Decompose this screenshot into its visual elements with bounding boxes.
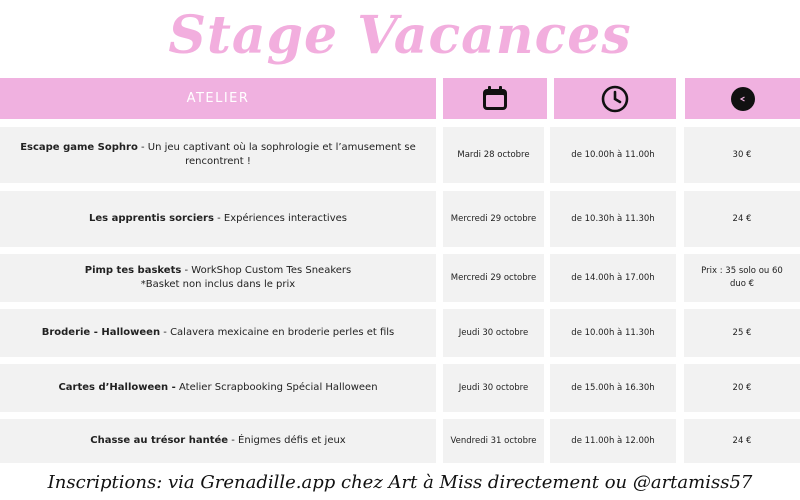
table-row-3-price: Prix : 35 solo ou 60 duo € (684, 254, 800, 302)
table-row-6-atelier (0, 419, 436, 463)
table-row-4-date: Jeudi 30 octobre (443, 309, 544, 357)
row-1-desc: Un jeu captivant où la sophrologie et l’amusement se rencontrent ! (147, 142, 416, 167)
clock-icon (601, 85, 629, 113)
row-3-sep: - (181, 265, 192, 276)
page-title: Stage Vacances (168, 5, 632, 66)
header-price (685, 78, 800, 119)
row-5-name: Cartes d’Halloween - (58, 382, 176, 393)
row-3-note: *Basket non inclus dans le prix (140, 279, 296, 290)
footer-inscriptions: Inscriptions: via Grenadille.app chez Art à Miss directement ou @artamiss57 (47, 472, 753, 493)
row-2-name: Les apprentis sorciers (89, 213, 214, 224)
table-row-2-time: de 10.30h à 11.30h (550, 191, 676, 247)
row-4-name: Broderie - Halloween (41, 327, 161, 338)
row-2-desc: Expériences interactives (223, 213, 347, 224)
calendar-icon (481, 86, 509, 112)
row-5-desc: Atelier Scrapbooking Spécial Halloween (179, 382, 378, 393)
row-6-name: Chasse au trésor hantée (90, 435, 229, 446)
table-row-5-date: Jeudi 30 octobre (443, 364, 544, 412)
table-row-4-atelier (0, 309, 436, 357)
header-date (443, 78, 547, 119)
header-atelier-label: ATELIER (186, 91, 250, 106)
header-atelier (0, 78, 436, 119)
table-row-1-atelier (0, 127, 436, 183)
table-row-5-price: 20 € (684, 364, 800, 412)
table-row-2-price: 24 € (684, 191, 800, 247)
table-row-2-atelier (0, 191, 436, 247)
table-row-2-date: Mercredi 29 octobre (443, 191, 544, 247)
table-row-4-time: de 10.00h à 11.30h (550, 309, 676, 357)
price-icon (730, 86, 756, 112)
table-row-6-date: Vendredi 31 octobre (443, 419, 544, 463)
row-4-sep: - (160, 327, 171, 338)
header-time (554, 78, 676, 119)
table-row-5-atelier (0, 364, 436, 412)
table-row-3-date: Mercredi 29 octobre (443, 254, 544, 302)
row-6-desc: Énigmes défis et jeux (238, 435, 346, 446)
table-row-1-price: 30 € (684, 127, 800, 183)
row-1-sep: - (137, 142, 148, 153)
table-row-5-time: de 15.00h à 16.30h (550, 364, 676, 412)
table-row-3-atelier (0, 254, 436, 302)
row-3-name: Pimp tes baskets (84, 265, 182, 276)
table-row-6-time: de 11.00h à 12.00h (550, 419, 676, 463)
row-2-sep: - (213, 213, 224, 224)
row-1-name: Escape game Sophro (20, 142, 138, 153)
row-3-desc: WorkShop Custom Tes Sneakers (191, 265, 352, 276)
row-4-desc: Calavera mexicaine en broderie perles et fils (170, 327, 395, 338)
row-6-sep: - (228, 435, 239, 446)
table-row-4-price: 25 € (684, 309, 800, 357)
table-row-3-time: de 14.00h à 17.00h (550, 254, 676, 302)
table-row-1-date: Mardi 28 octobre (443, 127, 544, 183)
table-row-1-time: de 10.00h à 11.00h (550, 127, 676, 183)
table-row-6-price: 24 € (684, 419, 800, 463)
